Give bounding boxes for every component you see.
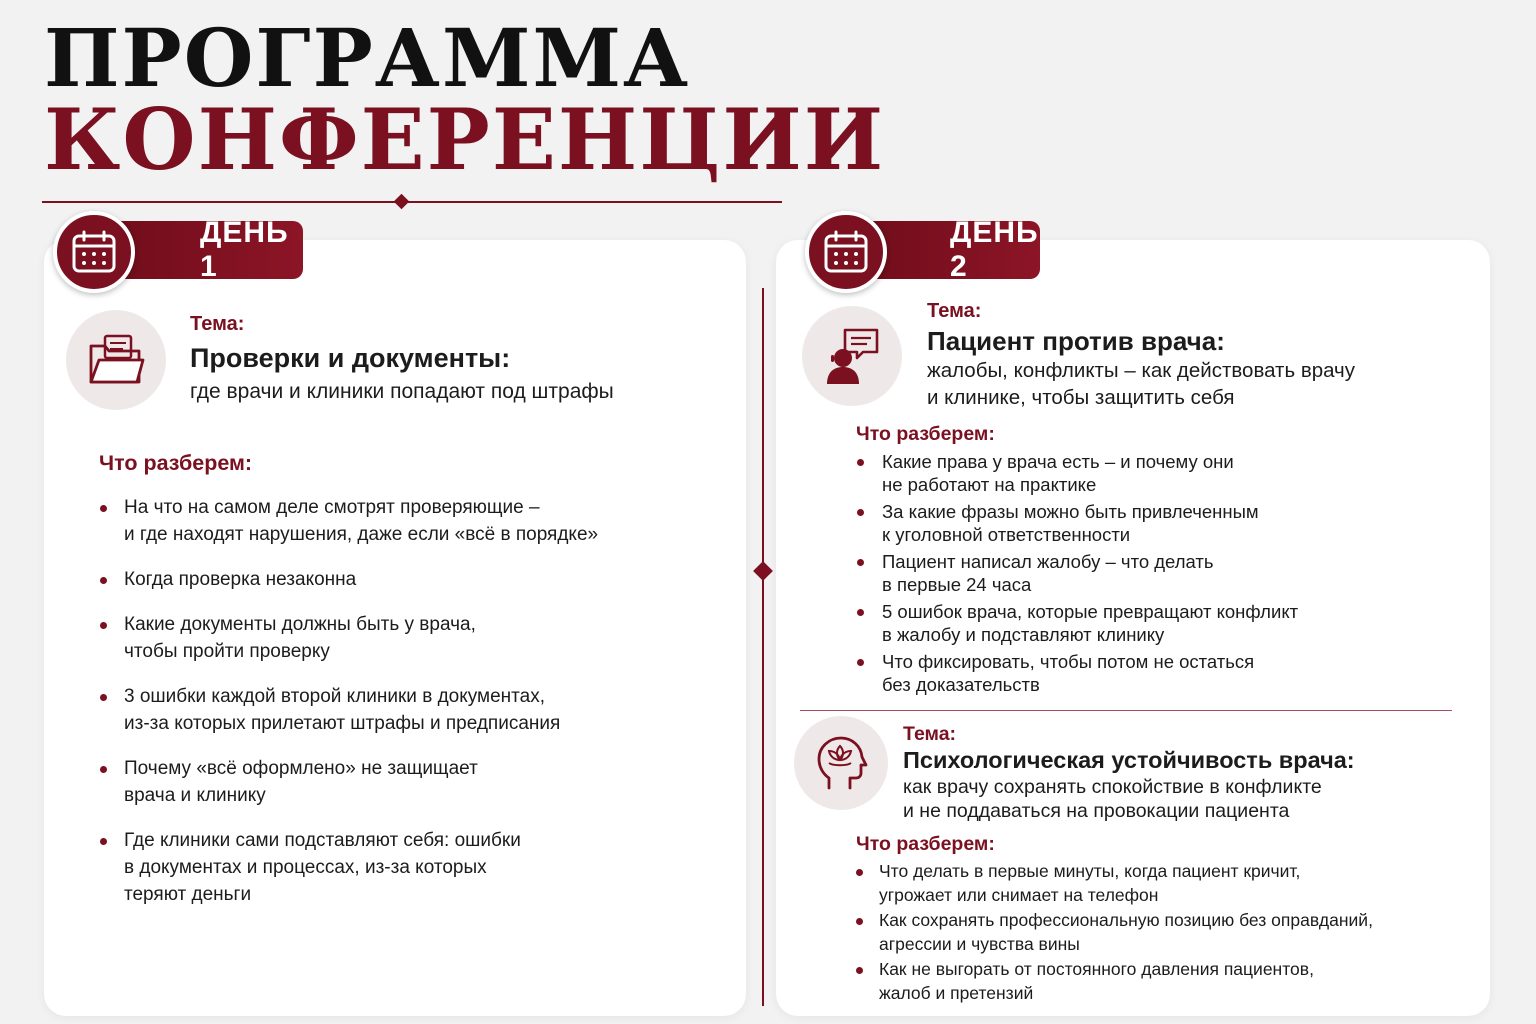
list-item: 5 ошибок врача, которые превращают конфликт в жалобу и подставляют клинику [882, 600, 1472, 646]
day1-topic-subtitle: где врачи и клиники попадают под штрафы [190, 380, 614, 403]
list-item: 3 ошибки каждой второй клиники в документах, из-за которых прилетают штрафы и предписания [124, 683, 724, 737]
calendar-icon [53, 211, 135, 293]
list-item: Как сохранять профессиональную позицию без оправданий, агрессии и чувства вины [879, 909, 1469, 956]
person-chat-icon [802, 306, 902, 406]
title-line-2: КОНФЕРЕНЦИИ [44, 90, 886, 189]
calendar-icon [805, 211, 887, 293]
day2-topic2-items [879, 860, 1469, 1007]
day2-topic2-label: Тема: [903, 723, 957, 745]
day2-topic1-title: Пациент против врача: [927, 326, 1225, 356]
folder-documents-icon [66, 310, 166, 410]
list-item: Как не выгорать от постоянного давления пациентов, жалоб и претензий [879, 958, 1469, 1005]
list-item: На что на самом деле смотрят проверяющие – и где находят нарушения, даже если «всё в порядке» [124, 494, 724, 548]
day2-topic2-subtitle-line2: и не поддаваться на провокации пациента [903, 800, 1290, 822]
day1-topic-title: Проверки и документы: [190, 343, 511, 373]
day2-topic2-subtitle-line1: как врачу сохранять спокойствие в конфликте [903, 776, 1322, 798]
list-item: Что делать в первые минуты, когда пациент кричит, угрожает или снимает на телефон [879, 860, 1469, 907]
day2-topic1-label: Тема: [927, 300, 982, 322]
list-item: За какие фразы можно быть привлеченным к уголовной ответственности [882, 500, 1472, 546]
list-item: Какие права у врача есть – и почему они не работают на практике [882, 450, 1472, 496]
day1-items [124, 494, 724, 926]
day2-topic1-subtitle-line1: жалобы, конфликты – как действовать врачу [927, 359, 1355, 382]
day1-section-label: Что разберем: [99, 451, 253, 475]
list-item: Почему «всё оформлено» не защищает врача и клинику [124, 755, 724, 809]
list-item: Где клиники сами подставляют себя: ошибки в документах и процессах, из-за которых теряют деньги [124, 827, 724, 908]
list-item: Когда проверка незаконна [124, 566, 724, 593]
list-item: Пациент написал жалобу – что делать в первые 24 часа [882, 550, 1472, 596]
day2-topic2-title: Психологическая устойчивость врача: [903, 747, 1355, 773]
day2-topic1-subtitle-line2: и клинике, чтобы защитить себя [927, 386, 1235, 409]
day1-badge-label: ДЕНЬ 1 [200, 216, 289, 283]
day2-topic1-items [882, 450, 1472, 700]
day2-badge-label: ДЕНЬ 2 [950, 216, 1039, 283]
center-divider-diamond [753, 561, 773, 581]
center-divider [762, 288, 764, 1006]
list-item: Что фиксировать, чтобы потом не остаться без доказательств [882, 650, 1472, 696]
day2-topic2-section-label: Что разберем: [856, 833, 995, 855]
topic-divider [800, 710, 1452, 711]
title-divider-diamond [394, 194, 410, 210]
day1-topic-label: Тема: [190, 313, 245, 335]
list-item: Какие документы должны быть у врача, чтобы пройти проверку [124, 611, 724, 665]
title-divider [42, 201, 782, 203]
title-line-1: ПРОГРАММА [44, 11, 691, 105]
day2-topic1-section-label: Что разберем: [856, 423, 995, 445]
head-lotus-icon [794, 716, 888, 810]
